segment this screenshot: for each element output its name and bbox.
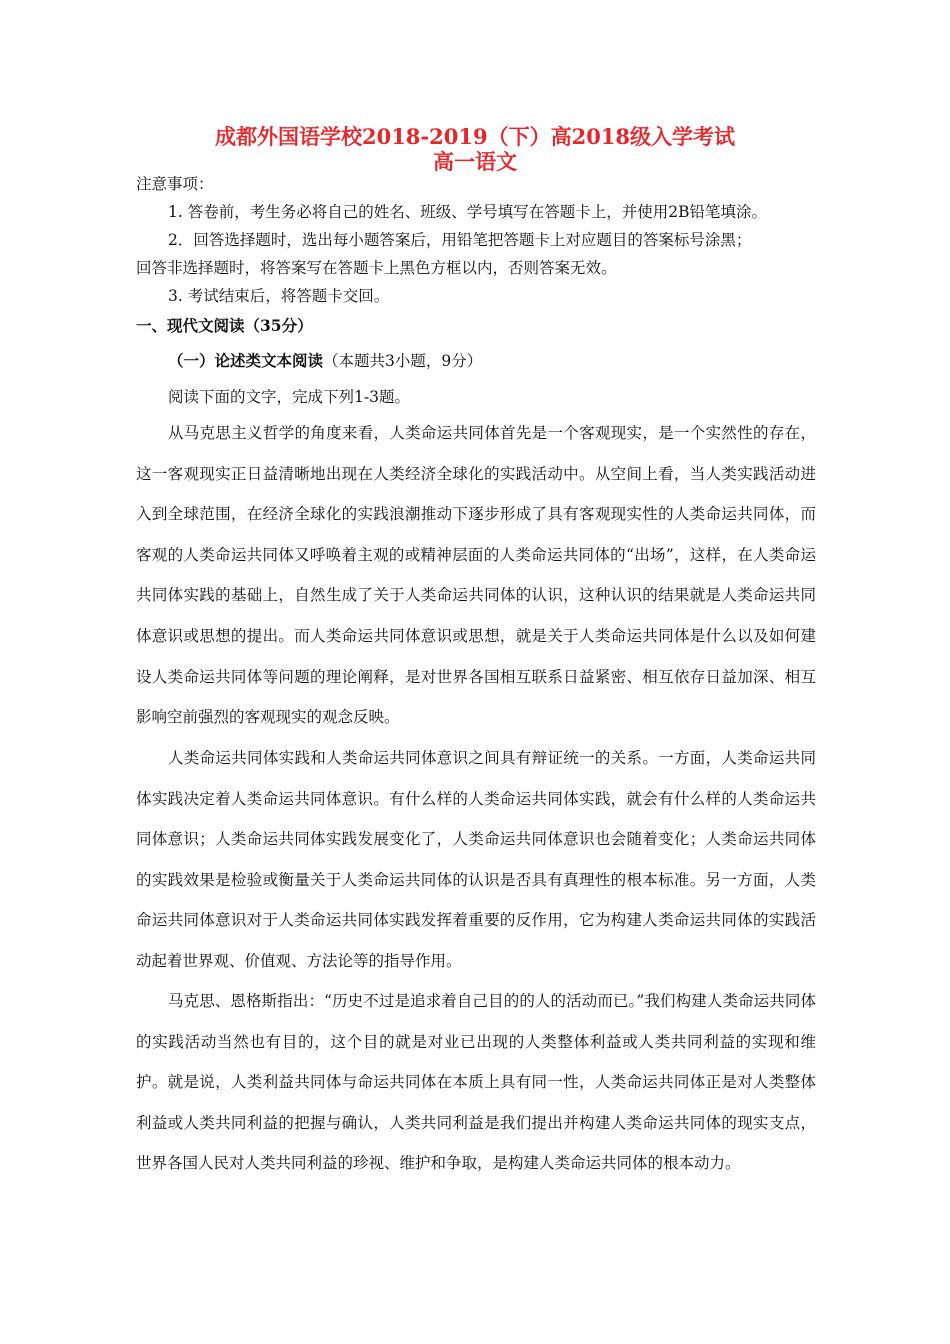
sub-section-heading [168, 351, 482, 371]
exam-title: 成都外国语学校2018-2019（下）高2018级入学考试 [214, 124, 736, 149]
passage-paragraph-1: 从马克思主义哲学的角度来看，人类命运共同体首先是一个客观现实，是一个实然性的存在，这一客观现实正日益清晰地出现在人类经济全球化的实践活动中。从空间上看，当人类实践活动进入到全球范围，在经济全球化的实践浪潮推动下逐步形成了具有客观现实性的人类命运共同体，而客观的人类命运共同体又呼唤着主观的或精神层面的人类命运共同体的“出场”，这样，在人类命运共同体实践的基础上，自然生成了关于人类命运共同体的认识，这种认识的结果就是人类命运共同体意识或思想的提出。而人类命运共同体意识或思想，就是关于人类命运共同体是什么以及如何建设人类命运共同体等问题的理论阐释，是对世界各国相互联系日益紧密、相互依存日益加深、相互影响空前强烈的客观现实的观念反映。 [136, 424, 816, 727]
sub-section-note: （本题共3小题，9分） [323, 352, 483, 370]
notice-heading: 注意事项： [136, 175, 214, 193]
notice-item-1: 1. 答卷前，考生务必将自己的姓名、班级、学号填写在答题卡上，并使用2B铅笔填涂。 [168, 203, 767, 221]
passage-paragraph-3: 马克思、恩格斯指出：“历史不过是追求着自己目的的人的活动而已。”我们构建人类命运共同体的实践活动当然也有目的，这个目的就是对业已出现的人类整体利益或人类共同利益的实现和维护。就是说，人类利益共同体与命运共同体在本质上具有同一性，人类命运共同体正是对人类整体利益或人类共同利益的把握与确认，人类共同利益是我们提出并构建人类命运共同体的现实支点，世界各国人民对人类共同利益的珍视、维护和争取，是构建人类命运共同体的根本动力。 [136, 992, 816, 1173]
sub-section-title: （一）论述类文本阅读 [168, 351, 324, 370]
passage-paragraph-2: 人类命运共同体实践和人类命运共同体意识之间具有辩证统一的关系。一方面，人类命运共同体实践决定着人类命运共同体意识。有什么样的人类命运共同体实践，就会有什么样的人类命运共同体意识；人类命运共同体实践发展变化了，人类命运共同体意识也会随着变化；人类命运共同体的实践效果是检验或衡量关于人类命运共同体的认识是否具有真理性的根本标准。另一方面，人类命运共同体意识对于人类命运共同体实践发挥着重要的反作用，它为构建人类命运共同体的实践活动起着世界观、价值观、方法论等的指导作用。 [136, 749, 816, 970]
notice-item-2-continued: 回答非选择题时，将答案写在答题卡上黑色方框以内，否则答案无效。 [136, 259, 617, 277]
notice-item-3: 3. 考试结束后，将答题卡交回。 [168, 287, 390, 305]
reading-instruction: 阅读下面的文字，完成下列1-3题。 [168, 388, 410, 406]
notice-item-2: 2．回答选择题时，选出每小题答案后，用铅笔把答题卡上对应题目的答案标号涂黑； [168, 231, 752, 249]
section-heading: 一、现代文阅读（35分） [136, 316, 313, 335]
exam-subject-title: 高一语文 [433, 149, 517, 174]
